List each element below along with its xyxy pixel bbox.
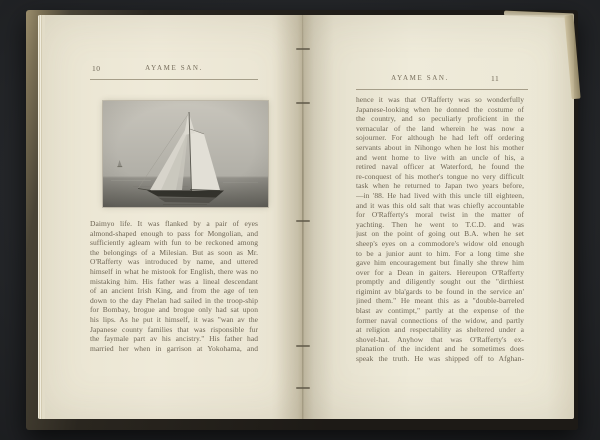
gutter-shadow-right: [304, 15, 334, 419]
text-line: down to the day Phelan had sailed in the troop-ship: [90, 295, 258, 305]
left-page: [38, 15, 303, 419]
text-line: himself in what he mistook for English, there was no: [90, 266, 258, 276]
text-line: almond-shaped enough to pass for Mongolian, and: [90, 228, 258, 238]
text-line: re-conquest of his mother's tongue no very difficult: [356, 171, 524, 181]
text-line: task when he returned to Japan two years before,: [356, 181, 524, 191]
text-line: over for a Dean in gaiters. Hereupon O'Rafferty: [356, 267, 524, 277]
right-running-head: AYAME SAN.: [391, 74, 449, 82]
binding-stitch: [296, 345, 310, 347]
text-line: Japanese county families that was risponsible fur: [90, 324, 258, 334]
text-line: married her when in garrison at Yokohama, and: [90, 343, 258, 353]
text-line: promptly and diligently sought out the "dirthiest: [356, 277, 524, 287]
text-line: servants about in Nihongo when he lost his mother: [356, 142, 524, 152]
text-line: retired naval officer at Waterford, he found the: [356, 162, 524, 172]
text-line: Japanese-looking when he donned the costume of: [356, 104, 524, 114]
page-edge-stack: [38, 15, 45, 419]
sailboat-photograph: [103, 101, 268, 207]
binding-stitch: [296, 387, 310, 389]
text-line: speak the truth. He was shipped off to Afghan-: [356, 354, 524, 364]
text-line: to be a junior aunt to him. For a long time she: [356, 248, 524, 258]
text-line: and went home to live with an uncle of his, a: [356, 152, 524, 162]
text-line: his lips. As he put it himself, it was "wan av the: [90, 314, 258, 324]
text-line: mistaking him. His father was a lineal descendant: [90, 276, 258, 286]
text-line: for Bombay, brogue and brogue only had sat upon: [90, 305, 258, 315]
text-line: planation of the incident and he sometimes does: [356, 344, 524, 354]
text-line: of an ancient Irish King, and from the age of ten: [90, 286, 258, 296]
left-page-body: [90, 219, 258, 353]
text-line: jined them." He meant this as a "double-barreled: [356, 296, 524, 306]
text-line: and it was this old salt that was chiefly accountable: [356, 200, 524, 210]
text-line: for O'Rafferty's moral twist in the matter of: [356, 210, 524, 220]
text-line: O'Rafferty was introduced by name, and uttered: [90, 257, 258, 267]
right-page-number: 11: [491, 74, 500, 83]
text-line: the faymale part av his ancistry." His father had: [90, 334, 258, 344]
text-line: sheep's eyes on a commodore's widow old enough: [356, 238, 524, 248]
text-line: yachting. Then he went to T.C.D. and was: [356, 219, 524, 229]
sailboat-photo-art: [103, 101, 268, 207]
fore-edge-stack: [564, 15, 580, 99]
left-page-number: 10: [92, 64, 101, 73]
gutter-shadow-left: [276, 15, 303, 419]
right-page-body: [356, 95, 524, 364]
text-line: rigimint av bla'gards to be found in the service an': [356, 286, 524, 296]
text-line: vernacular of the land wherein he was now a: [356, 123, 524, 133]
binding-gutter: [302, 15, 304, 419]
text-line: gave him encouragement but finally she threw him: [356, 258, 524, 268]
text-line: former naval connections of the widow, and partly: [356, 315, 524, 325]
text-line: hence it was that O'Rafferty was so wonderfully: [356, 95, 524, 104]
book-pages: [38, 15, 574, 419]
right-page: [303, 15, 574, 419]
text-line: at religion and respectability as sheltered under a: [356, 325, 524, 335]
text-line: —in '88. He had lived with this uncle till eighteen,: [356, 190, 524, 200]
right-header-rule: [356, 89, 528, 90]
text-line: the belongings of a Milesian. But as soon as Mr.: [90, 247, 258, 257]
text-line: blast av contimpt," partly at the expense of the: [356, 306, 524, 316]
left-running-head: AYAME SAN.: [145, 64, 203, 72]
left-header-rule: [90, 79, 258, 80]
text-line: Daimyo life. It was flanked by a pair of eyes: [90, 219, 258, 228]
binding-stitch: [296, 102, 310, 104]
text-line: sojourner. For although he had left off ordering: [356, 133, 524, 143]
binding-stitch: [296, 48, 310, 50]
text-line: the country, and so peculiarly proficient in the: [356, 114, 524, 124]
text-line: sufficiently agleam with fun to be reckoned among: [90, 238, 258, 248]
binding-stitch: [296, 220, 310, 222]
text-line: just on the point of going out B.A. when he set: [356, 229, 524, 239]
text-line: shovel-hat. Anyhow that was O'Rafferty's ex-: [356, 334, 524, 344]
